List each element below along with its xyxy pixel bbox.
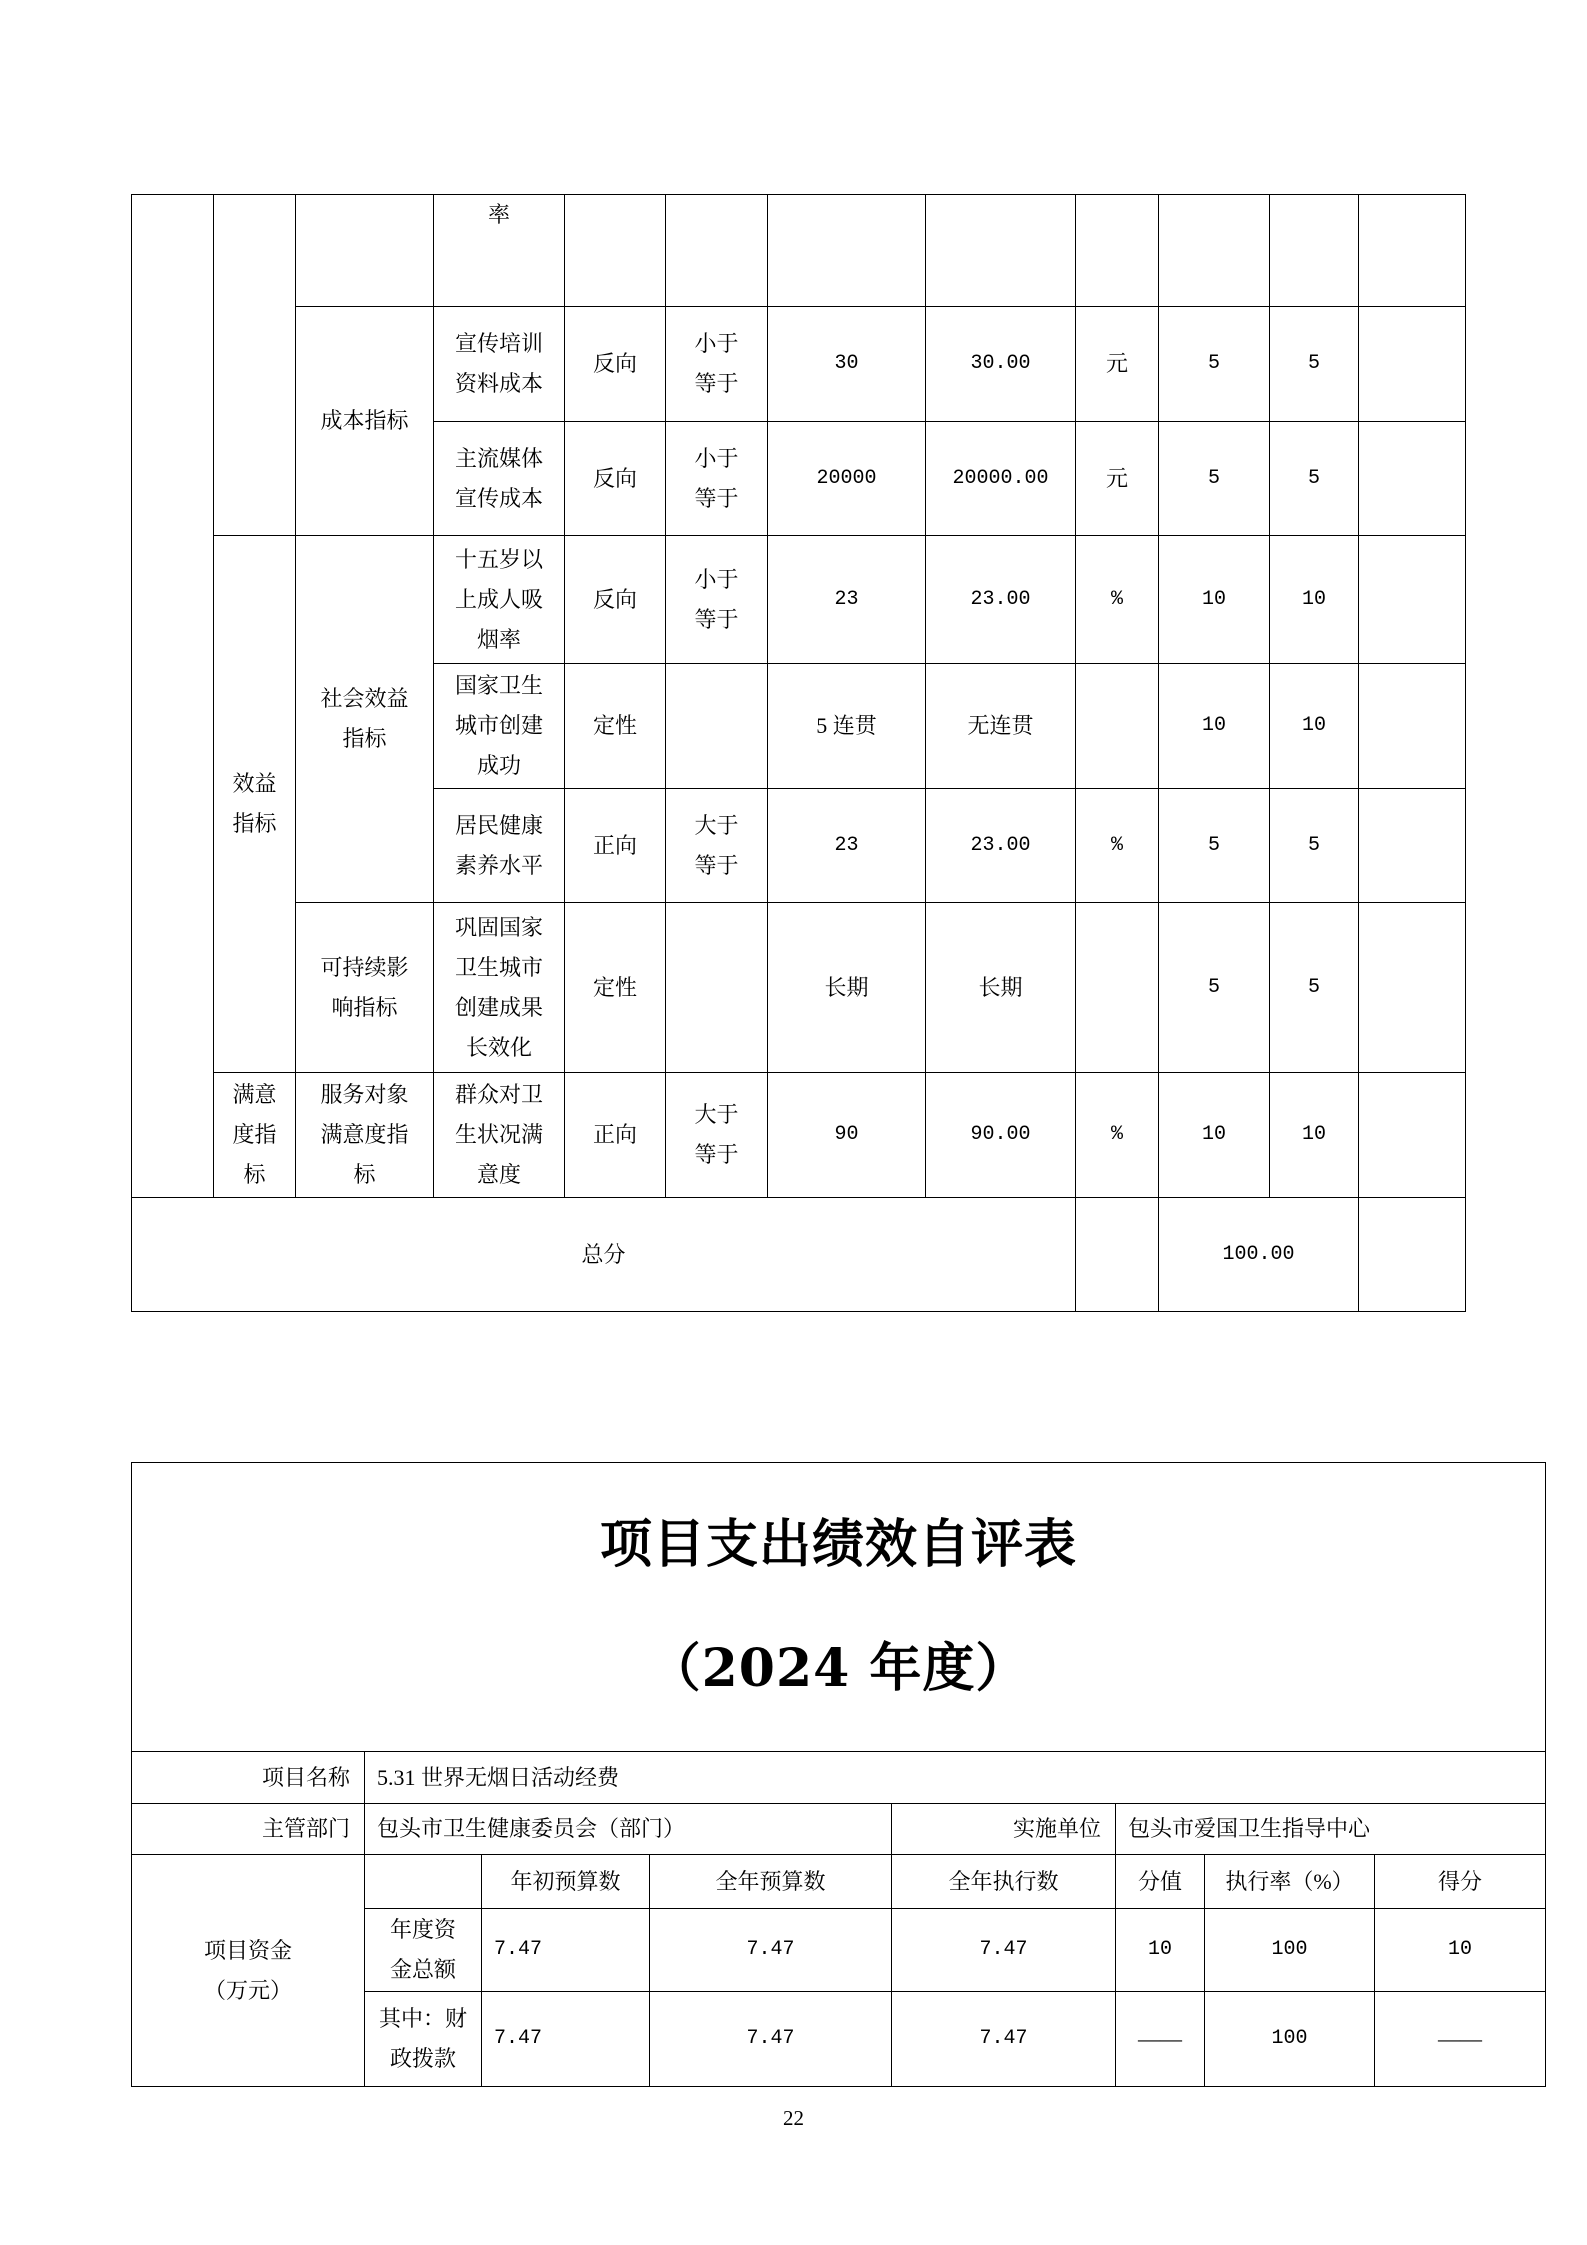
unit-cell: % [1076, 1073, 1159, 1198]
weight-value: —— [1116, 1992, 1205, 2087]
operator-cell: 小于 等于 [666, 307, 768, 422]
department-row [132, 1804, 1546, 1855]
table-subtitle: （2024 年度） [648, 1638, 1029, 1699]
metric-name-cell: 宣传培训 资料成本 [434, 307, 565, 422]
table-title: 项目支出绩效自评表 [600, 1514, 1078, 1575]
execution-rate-value: 100 [1205, 1992, 1375, 2087]
operator-cell: 小于 等于 [666, 536, 768, 664]
header-execution-rate: 执行率（%） [1205, 1855, 1375, 1909]
metric-name-cell: 群众对卫 生状况满 意度 [434, 1073, 565, 1198]
score-cell: 5 [1270, 903, 1359, 1073]
actual-value-cell: 20000.00 [926, 422, 1076, 536]
score-value: 10 [1375, 1909, 1546, 1992]
annual-executed-value: 7.47 [892, 1909, 1116, 1992]
unit-cell: 元 [1076, 422, 1159, 536]
empty-cell [768, 195, 926, 307]
weight-cell: 10 [1159, 536, 1270, 664]
total-score-cell: 100.00 [1159, 1198, 1359, 1312]
empty-cell [1076, 1198, 1159, 1312]
annual-executed-value: 7.47 [892, 1992, 1116, 2087]
weight-cell: 5 [1159, 903, 1270, 1073]
empty-cell [1359, 1198, 1466, 1312]
target-value-cell: 30 [768, 307, 926, 422]
title-cell [132, 1463, 1546, 1752]
actual-value-cell: 30.00 [926, 307, 1076, 422]
benefit-indicator-group-cell: 效益 指标 [214, 536, 296, 1073]
department-label: 主管部门 [132, 1804, 365, 1855]
empty-cell [1076, 195, 1159, 307]
score-cell: 10 [1270, 1073, 1359, 1198]
level0-indicator-cell [132, 195, 214, 1198]
table-row [132, 1073, 1466, 1198]
funding-row-label: 年度资 金总额 [365, 1909, 482, 1992]
remark-cell [1359, 307, 1466, 422]
sustainable-impact-group-cell: 可持续影 响指标 [296, 903, 434, 1073]
satisfaction-indicator-group-cell: 满意 度指 标 [214, 1073, 296, 1198]
metric-name-cell: 巩固国家 卫生城市 创建成果 长效化 [434, 903, 565, 1073]
metric-name-cell: 居民健康 素养水平 [434, 789, 565, 903]
direction-cell: 反向 [565, 422, 666, 536]
funding-row-label: 其中：财 政拨款 [365, 1992, 482, 2087]
target-value-cell: 5 连贯 [768, 664, 926, 789]
direction-cell: 定性 [565, 664, 666, 789]
unit-cell [1076, 664, 1159, 789]
table-row [132, 307, 1466, 422]
operator-cell: 小于 等于 [666, 422, 768, 536]
score-cell: 5 [1270, 789, 1359, 903]
target-value-cell: 长期 [768, 903, 926, 1073]
table-row [132, 903, 1466, 1073]
remark-cell [1359, 789, 1466, 903]
self-evaluation-table [131, 1462, 1546, 2087]
direction-cell: 定性 [565, 903, 666, 1073]
table-row [132, 536, 1466, 664]
title-row [132, 1463, 1546, 1752]
continuation-row [132, 195, 1466, 307]
metric-name-cell: 十五岁以 上成人吸 烟率 [434, 536, 565, 664]
actual-value-cell: 90.00 [926, 1073, 1076, 1198]
score-cell: 10 [1270, 664, 1359, 789]
score-value: —— [1375, 1992, 1546, 2087]
total-label-cell: 总分 [132, 1198, 1076, 1312]
weight-cell: 10 [1159, 664, 1270, 789]
weight-cell: 5 [1159, 307, 1270, 422]
empty-cell [565, 195, 666, 307]
service-satisfaction-group-cell: 服务对象 满意度指 标 [296, 1073, 434, 1198]
target-value-cell: 23 [768, 789, 926, 903]
remark-cell [1359, 664, 1466, 789]
header-weight: 分值 [1116, 1855, 1205, 1909]
actual-value-cell: 23.00 [926, 536, 1076, 664]
target-value-cell: 20000 [768, 422, 926, 536]
operator-cell [666, 664, 768, 789]
funding-header-row [132, 1855, 1546, 1909]
metric-name-cell: 率 [434, 195, 565, 307]
empty-cell [1270, 195, 1359, 307]
metric-name-cell: 主流媒体 宣传成本 [434, 422, 565, 536]
score-cell: 5 [1270, 422, 1359, 536]
remark-cell [1359, 536, 1466, 664]
header-score: 得分 [1375, 1855, 1546, 1909]
direction-cell: 正向 [565, 789, 666, 903]
performance-indicator-table [131, 194, 1466, 1312]
social-benefit-group-cell: 社会效益 指标 [296, 536, 434, 903]
project-name-row [132, 1752, 1546, 1804]
weight-cell: 5 [1159, 422, 1270, 536]
actual-value-cell: 无连贯 [926, 664, 1076, 789]
implementer-label: 实施单位 [892, 1804, 1116, 1855]
total-row [132, 1198, 1466, 1312]
unit-cell: 元 [1076, 307, 1159, 422]
project-name-label: 项目名称 [132, 1752, 365, 1804]
score-cell: 5 [1270, 307, 1359, 422]
level2-continued-cell [296, 195, 434, 307]
direction-cell: 反向 [565, 536, 666, 664]
annual-budget-value: 7.47 [650, 1992, 892, 2087]
empty-cell [1159, 195, 1270, 307]
actual-value-cell: 23.00 [926, 789, 1076, 903]
funding-label-cell: 项目资金 （万元） [132, 1855, 365, 2087]
implementer-value: 包头市爱国卫生指导中心 [1116, 1804, 1546, 1855]
execution-rate-value: 100 [1205, 1909, 1375, 1992]
page-number: 22 [783, 2106, 804, 2130]
header-annual-budget: 全年预算数 [650, 1855, 892, 1909]
initial-budget-value: 7.47 [482, 1992, 650, 2087]
initial-budget-value: 7.47 [482, 1909, 650, 1992]
cost-indicator-group-cell: 成本指标 [296, 307, 434, 536]
department-value: 包头市卫生健康委员会（部门） [365, 1804, 892, 1855]
empty-cell [365, 1855, 482, 1909]
operator-cell: 大于 等于 [666, 1073, 768, 1198]
weight-cell: 5 [1159, 789, 1270, 903]
empty-cell [666, 195, 768, 307]
actual-value-cell: 长期 [926, 903, 1076, 1073]
metric-name-cell: 国家卫生 城市创建 成功 [434, 664, 565, 789]
operator-cell: 大于 等于 [666, 789, 768, 903]
operator-cell [666, 903, 768, 1073]
project-name-value: 5.31 世界无烟日活动经费 [365, 1752, 1546, 1804]
unit-cell: % [1076, 789, 1159, 903]
remark-cell [1359, 1073, 1466, 1198]
level1-continued-cell [214, 195, 296, 536]
weight-cell: 10 [1159, 1073, 1270, 1198]
annual-budget-value: 7.47 [650, 1909, 892, 1992]
remark-cell [1359, 422, 1466, 536]
empty-cell [926, 195, 1076, 307]
target-value-cell: 23 [768, 536, 926, 664]
remark-cell [1359, 903, 1466, 1073]
target-value-cell: 90 [768, 1073, 926, 1198]
direction-cell: 正向 [565, 1073, 666, 1198]
empty-cell [1359, 195, 1466, 307]
weight-value: 10 [1116, 1909, 1205, 1992]
unit-cell [1076, 903, 1159, 1073]
score-cell: 10 [1270, 536, 1359, 664]
direction-cell: 反向 [565, 307, 666, 422]
unit-cell: % [1076, 536, 1159, 664]
header-initial-budget: 年初预算数 [482, 1855, 650, 1909]
header-annual-executed: 全年执行数 [892, 1855, 1116, 1909]
